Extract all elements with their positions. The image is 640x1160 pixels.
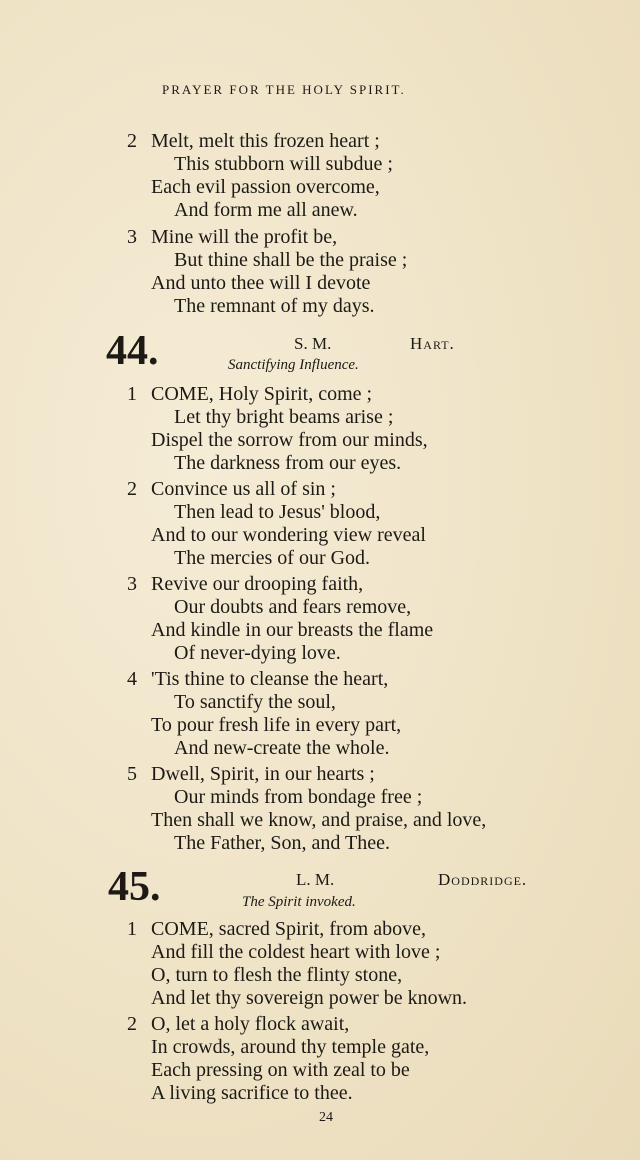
hymn-subtitle: The Spirit invoked. xyxy=(242,894,356,910)
verse-line: And form me all anew. xyxy=(174,199,358,221)
verse-number: 2 xyxy=(127,478,137,500)
hymn-number: 44. xyxy=(106,328,159,374)
verse-line: Of never-dying love. xyxy=(174,642,341,664)
verse-line: To sanctify the soul, xyxy=(174,691,336,713)
verse-line: The darkness from our eyes. xyxy=(174,452,402,474)
verse-line: The mercies of our God. xyxy=(174,547,371,569)
verse-line: And fill the coldest heart with love ; xyxy=(151,941,441,963)
verse-line: O, let a holy flock await, xyxy=(151,1013,350,1035)
verse-line: Then shall we know, and praise, and love, xyxy=(151,809,487,831)
verse-line: Let thy bright beams arise ; xyxy=(174,406,394,428)
verse-line: Then lead to Jesus' blood, xyxy=(174,501,381,523)
verse-line: Melt, melt this frozen heart ; xyxy=(151,130,380,152)
verse-line: The Father, Son, and Thee. xyxy=(174,832,390,854)
verse-line: Each pressing on with zeal to be xyxy=(151,1059,410,1081)
verse-line: Dispel the sorrow from our minds, xyxy=(151,429,428,451)
verse-line: And new-create the whole. xyxy=(174,737,390,759)
verse-number: 3 xyxy=(127,226,137,248)
verse-line: Each evil passion overcome, xyxy=(151,176,380,198)
verse-line: Revive our drooping faith, xyxy=(151,573,364,595)
verse-line: And let thy sovereign power be known. xyxy=(151,987,468,1009)
verse-line: But thine shall be the praise ; xyxy=(174,249,408,271)
verse-line: This stubborn will subdue ; xyxy=(174,153,393,175)
verse-line: COME, Holy Spirit, come ; xyxy=(151,383,373,405)
hymn-author: Hart. xyxy=(410,334,455,353)
verse-line: Our doubts and fears remove, xyxy=(174,596,412,618)
verse-number: 1 xyxy=(127,383,137,405)
verse-line: A living sacrifice to thee. xyxy=(151,1082,353,1104)
page-number: 24 xyxy=(319,1110,333,1125)
verse-number: 2 xyxy=(127,130,137,152)
verse-line: And unto thee will I devote xyxy=(151,272,371,294)
verse-line: To pour fresh life in every part, xyxy=(151,714,402,736)
hymn-meter: L. M. xyxy=(296,870,335,889)
verse-line: Mine will the profit be, xyxy=(151,226,338,248)
verse-line: And kindle in our breasts the flame xyxy=(151,619,434,641)
verse-line: And to our wondering view reveal xyxy=(151,524,426,546)
hymn-author: Doddridge. xyxy=(438,870,528,889)
hymn-meter: S. M. xyxy=(294,334,332,353)
verse-number: 2 xyxy=(127,1013,137,1035)
verse-line: O, turn to flesh the flinty stone, xyxy=(151,964,403,986)
verse-line: Dwell, Spirit, in our hearts ; xyxy=(151,763,375,785)
verse-number: 5 xyxy=(127,763,137,785)
verse-line: In crowds, around thy temple gate, xyxy=(151,1036,430,1058)
verse-line: The remnant of my days. xyxy=(174,295,375,317)
running-title: PRAYER FOR THE HOLY SPIRIT. xyxy=(162,82,406,97)
verse-line: Our minds from bondage free ; xyxy=(174,786,423,808)
verse-line: 'Tis thine to cleanse the heart, xyxy=(151,668,389,690)
verse-line: COME, sacred Spirit, from above, xyxy=(151,918,426,940)
verse-number: 1 xyxy=(127,918,137,940)
hymn-number: 45. xyxy=(108,864,161,910)
verse-number: 4 xyxy=(127,668,137,690)
hymn-subtitle: Sanctifying Influence. xyxy=(228,357,359,373)
verse-number: 3 xyxy=(127,573,137,595)
verse-line: Convince us all of sin ; xyxy=(151,478,336,500)
